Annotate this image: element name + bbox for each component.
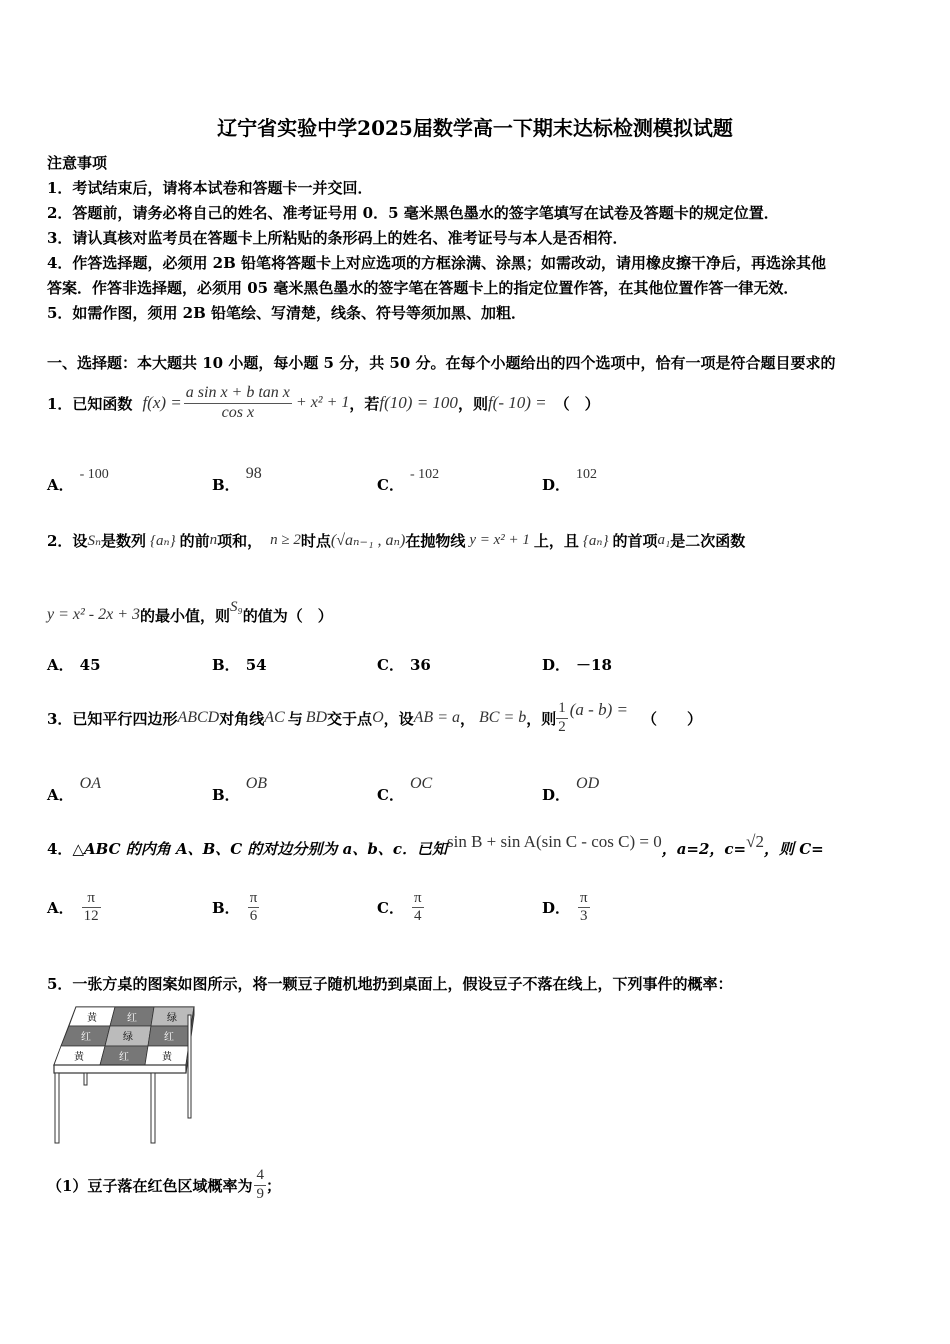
table-leg-back-right	[188, 1015, 191, 1118]
q1-function-lhs: f(x) =	[142, 393, 182, 412]
question-1	[47, 378, 600, 428]
notice-line-5: 答案．作答非选择题，必须用 05 毫米黑色墨水的签字笔在答题卡上的指定位置作答，在其他位置作答一律无效．	[47, 279, 799, 297]
q3-option-d: D．OD	[542, 775, 600, 804]
cell-label-2-2: 黄	[162, 1052, 172, 1063]
q4-option-c: C． $\frac{\pi}{4}$	[377, 890, 422, 925]
q3-option-a: A．OA	[47, 775, 101, 804]
q2-option-b: B． 54	[212, 656, 267, 674]
notice-line-1: 1．考试结束后，请将本试卷和答题卡一并交回．	[47, 179, 373, 197]
question-4: 4． △ABC 的内角 A、B、C 的对边分别为 a、b、c．已知 sin B + sin A(sin C - cos C) = 0 ，a=2，c= √2 ，则 C=	[47, 832, 824, 858]
notice-line-6: 5．如需作图，须用 2B 铅笔绘、写清楚，线条、符号等须加黑、加粗．	[47, 304, 526, 322]
cell-label-2-0: 黄	[74, 1052, 84, 1063]
q2-option-d: D． －18	[542, 656, 612, 674]
q2-option-a: A． 45	[47, 656, 101, 674]
q1-condition: f(10) = 100	[379, 393, 458, 412]
q1-fraction-numerator: a sin x + b tan x	[184, 384, 292, 403]
section-heading: 一、选择题：本大题共 10 小题，每小题 5 分，共 50 分。在每个小题给出的四个选项中，恰有一项是符合题目要求的	[47, 354, 836, 372]
table-leg-front-right	[151, 1073, 155, 1143]
q1-option-c: C．- 102	[377, 467, 440, 494]
q5-sub-1: （1）豆子落在红色区域概率为 $\frac{4}{9}$ ；	[47, 1167, 281, 1202]
cell-label-1-2: 红	[164, 1032, 174, 1043]
cell-label-0-0: 黄	[87, 1013, 97, 1024]
q3-option-b: B．OB	[212, 775, 268, 804]
cell-label-0-2: 绿	[167, 1013, 177, 1024]
cell-label-1-1: 绿	[123, 1032, 133, 1043]
notice-line-3: 3．请认真核对监考员在答题卡上所粘贴的条形码上的姓名、准考证号与本人是否相符．	[47, 229, 628, 247]
notice-line-4: 4．作答选择题，必须用 2B 铅笔将答题卡上对应选项的方框涂满、涂黑；如需改动，请用橡皮擦干净后，再选涂其他	[47, 254, 827, 272]
question-2: 2．设 Sₙ 是数列 {aₙ} 的前 n 项和， n ≥ 2 时点 (√aₙ₋₁ , aₙ) 在抛物线 y = x² + 1 上，且 {aₙ} 的首项 a₁ 是二次函数	[47, 531, 746, 550]
q1-ask: f(- 10) =	[487, 393, 547, 412]
table-edge	[54, 1065, 186, 1073]
q1-if: ，若	[349, 394, 380, 413]
q1-fraction-denominator: cos x	[221, 403, 255, 421]
cell-label-2-1: 红	[119, 1052, 129, 1063]
q1-answer-paren: （ ）	[554, 394, 600, 413]
cell-label-0-1: 红	[127, 1013, 137, 1024]
q3-number: 3．已知平行四边形	[47, 709, 178, 728]
q1-option-b: B．98	[212, 465, 262, 494]
cell-label-1-0: 红	[81, 1032, 91, 1043]
question-2-line-2: y = x² - 2x + 3 的最小值，则 S₉ 的值为（ ）	[47, 598, 333, 625]
q1-option-a: A．- 100	[47, 467, 109, 494]
q1-function-fraction	[184, 384, 292, 422]
q1-option-d: D．102	[542, 467, 598, 494]
table-figure	[50, 1003, 200, 1148]
question-3: 3．已知平行四边形 ABCD 对角线 AC 与 BD 交于点 O ，设 AB = a ， BC = b ，则 $\frac{1}{2}$ (a - b) = （ ）	[47, 700, 702, 735]
q1-number: 1．已知函数	[47, 394, 133, 413]
q5-sub-1-fraction: $\frac{4}{9}$	[256, 1167, 264, 1202]
q4-number: 4．	[47, 839, 73, 858]
q3-option-c: C．OC	[377, 775, 433, 804]
q2-number: 2．设	[47, 531, 88, 550]
q1-function-tail: + x² + 1	[295, 394, 350, 411]
q2-option-c: C． 36	[377, 656, 431, 674]
q4-option-b: B． $\frac{\pi}{6}$	[212, 890, 258, 925]
table-leg-back-left	[84, 1073, 87, 1085]
q4-option-d: D． $\frac{\pi}{3}$	[542, 890, 588, 925]
page-title: 辽宁省实验中学2025届数学高一下期末达标检测模拟试题	[217, 116, 733, 140]
q3-half: $\frac{1}{2}$	[558, 700, 566, 735]
q4-option-a: A． $\frac{\pi}{12}$	[47, 890, 99, 925]
question-5: 5．一张方桌的图案如图所示，将一颗豆子随机地扔到桌面上，假设豆子不落在线上，下列事件的概率：	[47, 975, 733, 993]
q1-then: ，则	[457, 394, 488, 413]
notice-heading: 注意事项	[47, 154, 108, 172]
notice-line-2: 2．答题前，请务必将自己的姓名、准考证号用 0．5 毫米黑色墨水的签字笔填写在试卷及答题卡的规定位置．	[47, 204, 779, 222]
table-leg-front-left	[55, 1073, 59, 1143]
